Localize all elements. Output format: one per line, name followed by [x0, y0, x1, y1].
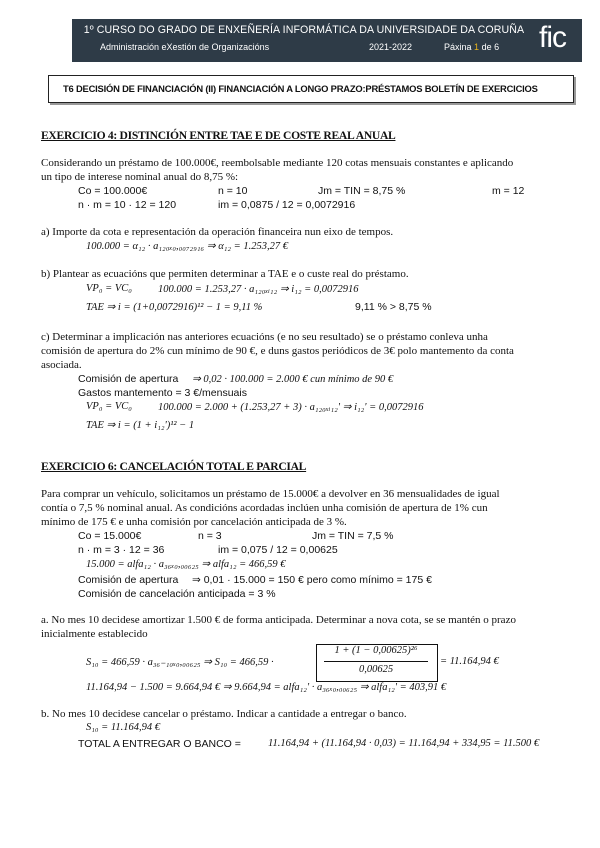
- ex6-data-jm: Jm = TIN = 7,5 %: [312, 530, 394, 542]
- ex6-formula-a1-denominator: 0,00625: [358, 664, 394, 675]
- header-page: [444, 42, 499, 52]
- header-year: 2021-2022: [369, 42, 413, 52]
- ex6-data-n: n = 3: [198, 530, 222, 542]
- ex6-formula-a1: S₁₀ = 466,59 · a₃₆₋₁₀ₓ₀,₀₀₆₂₅ ⇒ S₁₀ = 466,59 ·: [86, 657, 274, 668]
- page-total: de 6: [481, 42, 500, 52]
- ex6-commission-formula: ⇒ 0,01 · 15.000 = 150 € pero como mínimo = 175 €: [192, 574, 432, 586]
- ex6-data-co: Co = 15.000€: [78, 530, 142, 542]
- ex4-question-c-line1: c) Determinar a implicación nas anteriores ecuacións (e no seu resultado) se o préstamo conleva unha: [41, 331, 488, 343]
- ex4-formula-c4: TAE ⇒ i = (1 + i₁₂')¹² − 1: [86, 420, 195, 431]
- ex4-question-c-line2: comisión de apertura do 2% cun mínimo de 90 €, e duns gastos periódicos de 3€ polo mantemento da conta: [41, 345, 514, 357]
- ex6-total-label: TOTAL A ENTREGAR O BANCO =: [78, 738, 241, 750]
- ex4-formula-b1-right: 100.000 = 1.253,27 · a₁₂₀ₓᵢ₁₂ ⇒ i₁₂ = 0,0072916: [158, 284, 359, 295]
- ex6-formula-b1: S₁₀ = 11.164,94 €: [86, 722, 160, 733]
- ex4-maintenance: Gastos mantemento = 3 €/mensuais: [78, 387, 247, 399]
- ex6-commission-label: Comisión de apertura: [78, 574, 179, 586]
- ex4-formula-c3-right: 100.000 = 2.000 + (1.253,27 + 3) · a₁₂₀ₓᵢ₁₂' ⇒ i₁₂' = 0,0072916: [158, 402, 424, 413]
- header-course: Administración eXestión de Organizacións: [100, 42, 270, 52]
- ex6-formula-a2: 11.164,94 − 1.500 = 9.664,94 € ⇒ 9.664,94 = alfa₁₂' · a₃₆ₓ₀,₀₀₆₂₅ ⇒ alfa₁₂' = 403,91 €: [86, 682, 447, 693]
- ex4-data-n: n = 10: [218, 185, 248, 197]
- fic-logo: fic: [539, 21, 566, 54]
- header-university-line: 1º CURSO DO GRADO DE ENXEÑERÍA INFORMÁTICA DA UNIVERSIDADE DA CORUÑA: [83, 24, 525, 36]
- ex4-commission-formula: ⇒ 0,02 · 100.000 = 2.000 € cun mínimo de 90 €: [192, 374, 394, 385]
- document-header: [72, 19, 582, 62]
- ex6-question-a-line1: a. No mes 10 decidese amortizar 1.500 € de forma anticipada. Determinar a nova cota, se se mantén o prazo: [41, 614, 516, 626]
- page-label: Páxina: [444, 42, 472, 52]
- ex6-question-a-line2: inicialmente establecido: [41, 628, 148, 640]
- ex4-formula-b2-compare: 9,11 % > 8,75 %: [355, 301, 432, 313]
- ex6-intro-line3: mínimo de 175 € e unha comisión por cancelación anticipada de 3 %.: [41, 516, 347, 528]
- ex6-formula-a1-result: = 11.164,94 €: [440, 656, 499, 667]
- ex4-formula-b2: TAE ⇒ i = (1+0,0072916)¹² − 1 = 9,11 %: [86, 302, 263, 313]
- ex6-data-im: im = 0,075 / 12 = 0,00625: [218, 544, 338, 556]
- ex4-intro-line1: Considerando un préstamo de 100.000€, reembolsable mediante 120 cotas mensuais constantes e aplicando: [41, 157, 514, 169]
- ex6-intro-line2: contía o 7,5 % nominal anual. As condicións acordadas inclúen unha comisión de apertura de 1% cun: [41, 502, 488, 514]
- ex4-formula-c3-left: VP₀ = VC₀: [86, 401, 132, 412]
- ex4-formula-a: 100.000 = α₁₂ · a₁₂₀ₓ₀,₀₀₇₂₉₁₆ ⇒ α₁₂ = 1.253,27 €: [86, 241, 288, 252]
- ex6-formula-alfa: 15.000 = alfa₁₂ · a₃₆ₓ₀,₀₀₆₂₅ ⇒ alfa₁₂ = 466,59 €: [86, 559, 286, 570]
- ex4-question-a: a) Importe da cota e representación da operación financeira nun eixo de tempos.: [41, 226, 394, 238]
- ex6-total-formula: 11.164,94 + (11.164,94 · 0,03) = 11.164,94 + 334,95 = 11.500 €: [268, 738, 540, 749]
- ex4-data-im: im = 0,0875 / 12 = 0,0072916: [218, 199, 356, 211]
- ex4-question-b: b) Plantear as ecuacións que permiten determinar a TAE e o custe real do préstamo.: [41, 268, 409, 280]
- ex4-intro-line2: un tipo de interese nominal anual do 8,75 %:: [41, 171, 239, 183]
- page-number: 1: [474, 42, 480, 52]
- ex4-title: EXERCICIO 4: DISTINCIÓN ENTRE TAE E DE COSTE REAL ANUAL: [41, 129, 396, 142]
- ex6-intro-line1: Para comprar un vehículo, solicitamos un préstamo de 15.000€ a devolver en 36 mensualidades de igual: [41, 488, 500, 500]
- topic-box: [48, 75, 574, 103]
- ex4-question-c-line3: asociada.: [41, 359, 82, 371]
- ex4-data-m: m = 12: [492, 185, 525, 197]
- ex6-cancellation-commission: Comisión de cancelación anticipada = 3 %: [78, 588, 276, 600]
- ex4-formula-b1-left: VP₀ = VC₀: [86, 283, 132, 294]
- ex6-question-b: b. No mes 10 decidese cancelar o préstamo. Indicar a cantidade a entregar o banco.: [41, 708, 407, 720]
- ex4-data-jm: Jm = TIN = 8,75 %: [318, 185, 406, 197]
- ex6-title: EXERCICIO 6: CANCELACIÓN TOTAL E PARCIAL: [41, 460, 307, 473]
- ex4-data-co: Co = 100.000€: [78, 185, 148, 197]
- ex4-data-nm: n · m = 10 · 12 = 120: [78, 199, 177, 211]
- topic-title: T6 DECISIÓN DE FINANCIACIÓN (II) FINANCIACIÓN A LONGO PRAZO:PRÉSTAMOS BOLETÍN DE EXERCICIOS: [63, 83, 538, 94]
- ex6-data-nm: n · m = 3 · 12 = 36: [78, 544, 165, 556]
- ex6-formula-a1-numerator: 1 + (1 − 0,00625)²⁶: [334, 645, 418, 656]
- ex6-formula-a1-fraction-bar: [324, 661, 428, 662]
- ex4-commission-label: Comisión de apertura: [78, 373, 179, 385]
